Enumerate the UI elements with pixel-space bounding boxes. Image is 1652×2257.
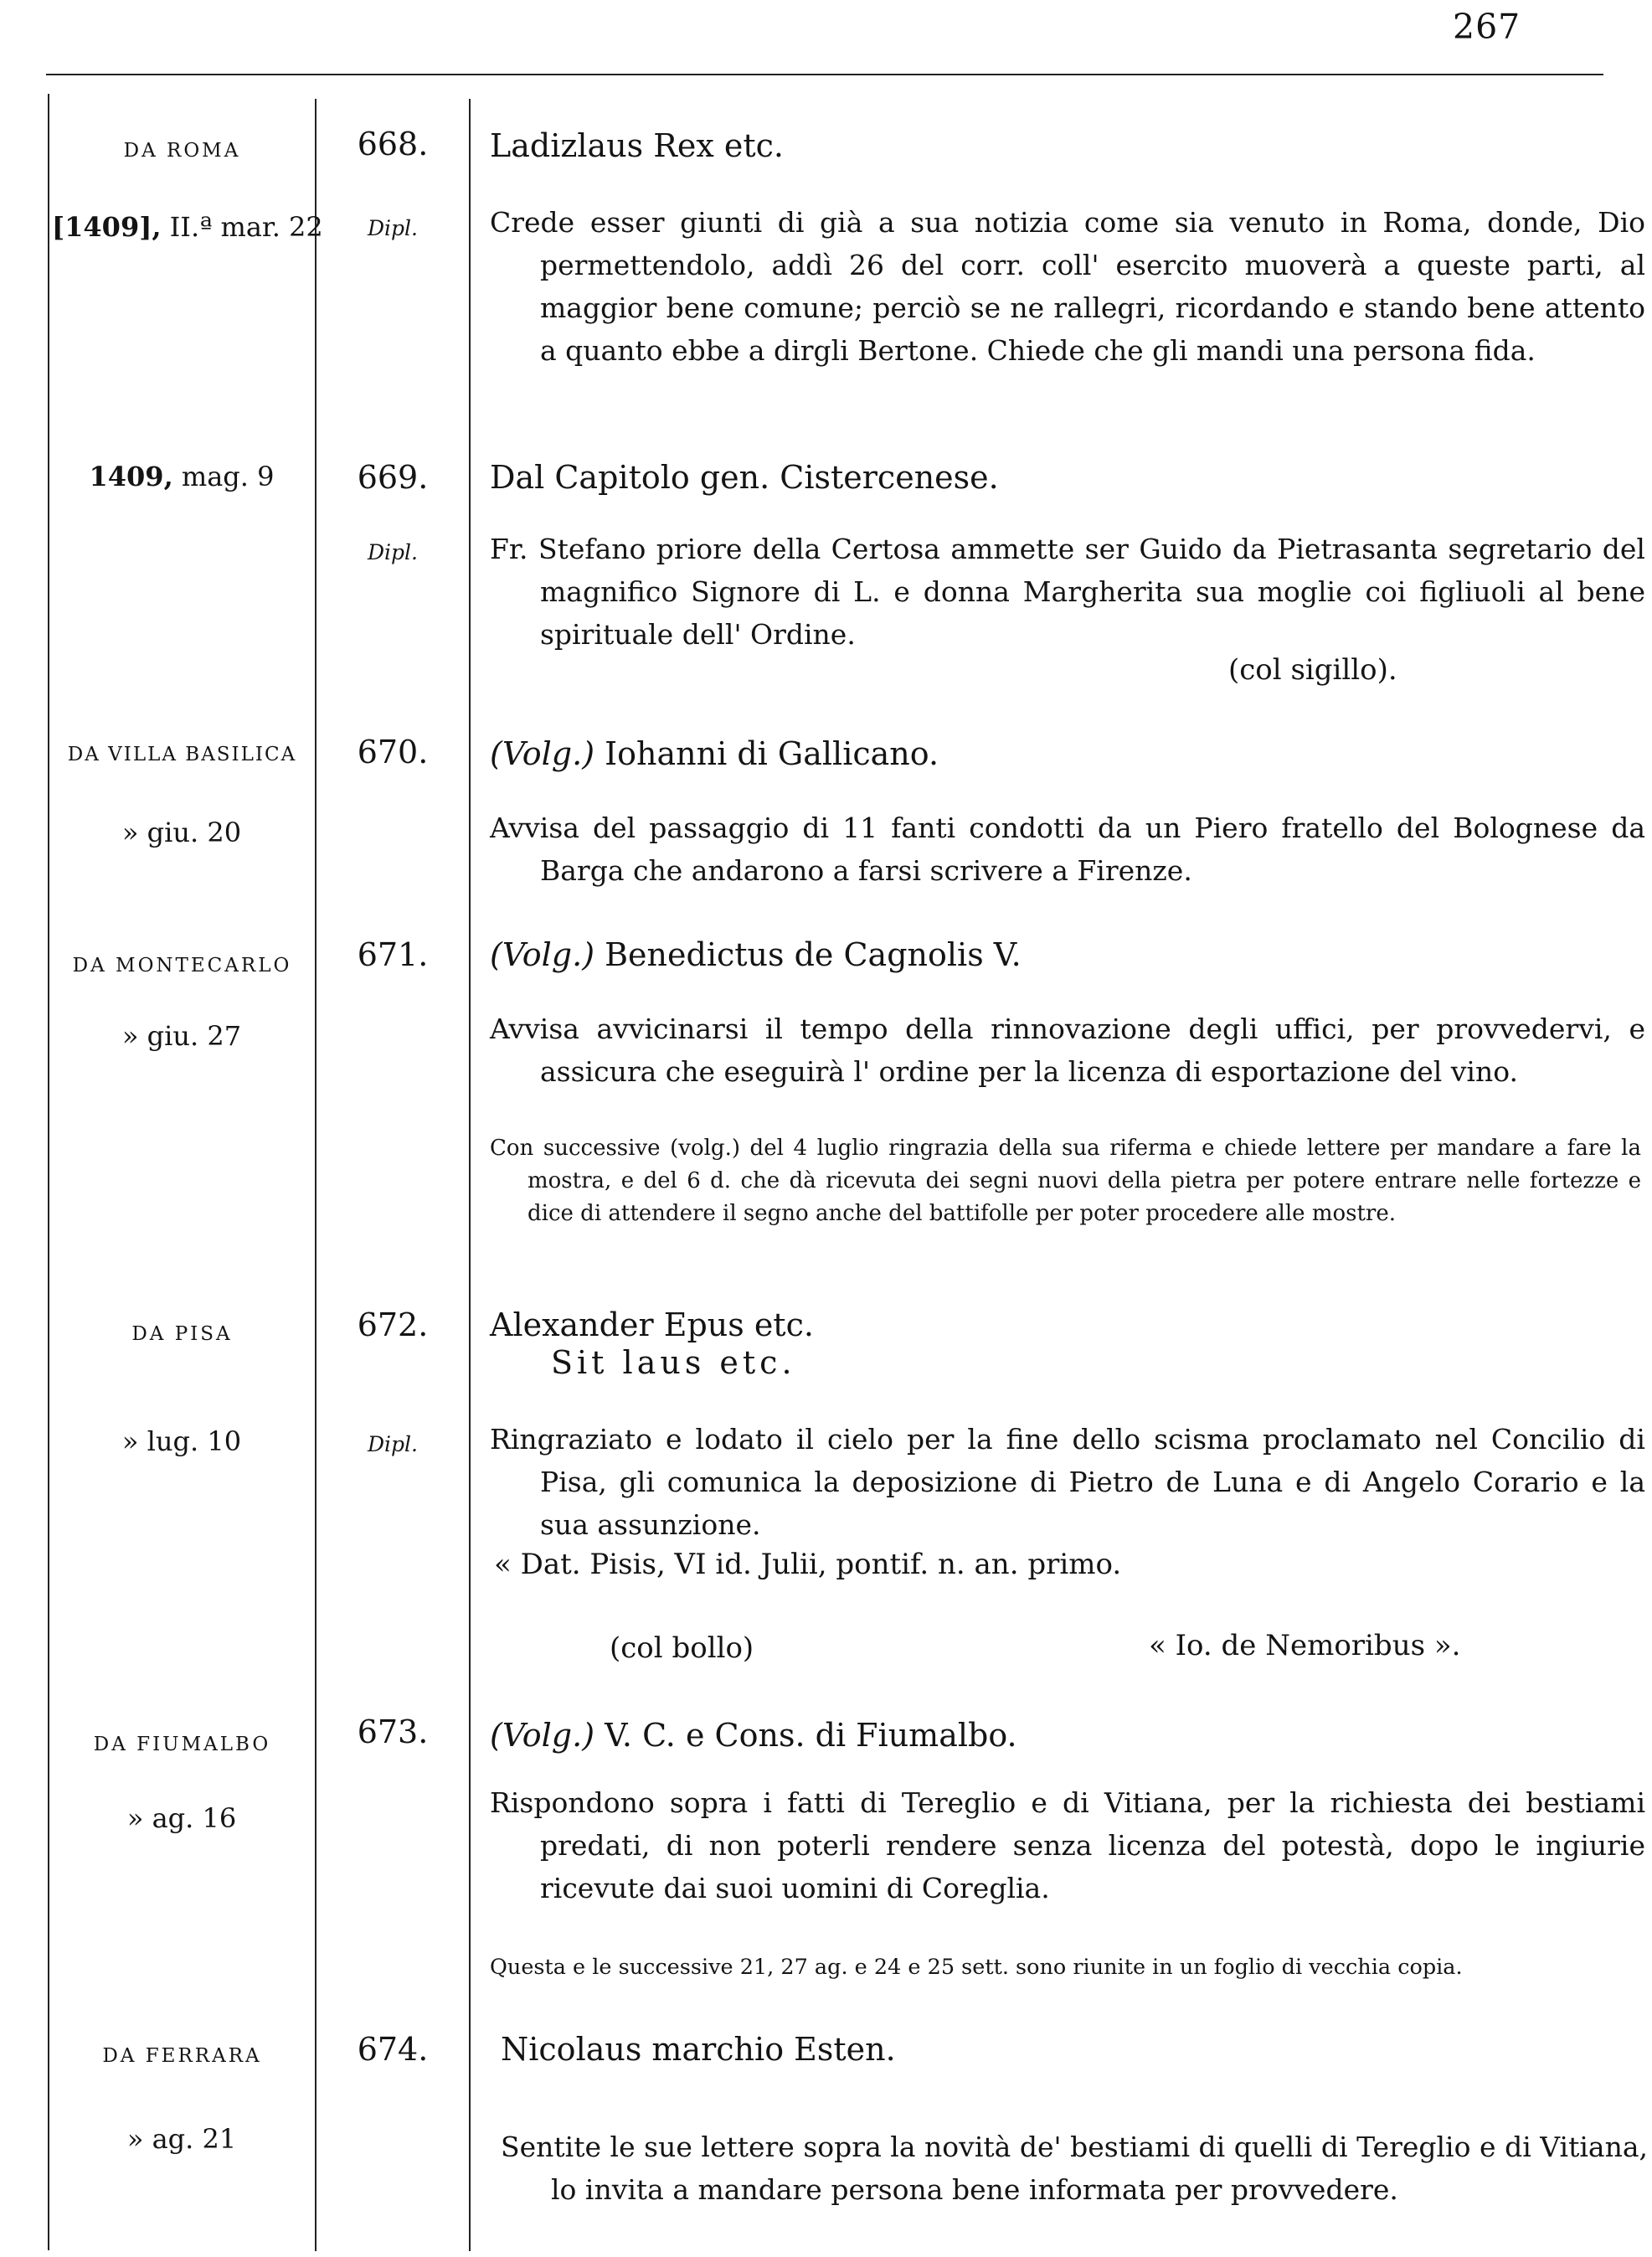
entry-number: 669.	[357, 459, 429, 496]
entry-sender: Nicolaus marchio Esten.	[501, 2031, 896, 2068]
entry-dating-clause: « Dat. Pisis, VI id. Julii, pontif. n. an. primo.	[494, 1548, 1122, 1581]
entry-type: Dipl.	[368, 1432, 418, 1456]
entry-sender: Dal Capitolo gen. Cistercenese.	[490, 459, 999, 496]
entry-text: Avvisa avvicinarsi il tempo della rinnovazione degli uffici, per provvedervi, e assicura che eseguirà l' ordine per la licenza di esportazione del vino.	[490, 1013, 1645, 1088]
column-rule-left	[48, 94, 49, 2250]
entry-sender-name: Iohanni di Gallicano.	[594, 735, 939, 772]
entry-place: DA MONTECARLO	[72, 955, 292, 976]
entry-sender	[490, 936, 1603, 973]
entry-number: 672.	[357, 1306, 429, 1343]
entry-place: DA FERRARA	[102, 2045, 262, 2067]
entry-text: Crede esser giunti di già a sua notizia come sia venuto in Roma, donde, Dio permettendolo, addì 26 del corr. coll' esercito muoverà a queste parti, al maggior bene comune; perciò se ne rallegri, ricordando e stando bene attento a quanto ebbe a dirgli Bertone. Chiede che gli mandi una persona fida.	[490, 206, 1645, 367]
entry-type: Dipl.	[368, 540, 418, 564]
entry-text: Rispondono sopra i fatti di Tereglio e di Vitiana, per la richiesta dei bestiami predati, di non poterli rendere senza licenza del potestà, dopo le ingiurie ricevute dai suoi uomini di Coreglia.	[490, 1786, 1645, 1904]
entry-date-day: II.ª mar. 22	[161, 211, 323, 243]
entry-place: DA PISA	[131, 1323, 233, 1345]
entry-text: Avvisa del passaggio di 11 fanti condotti da un Piero fratello del Bolognese da Barga che andarono a farsi scrivere a Firenze.	[490, 812, 1645, 887]
entry-note-seal: (col bollo)	[610, 1631, 754, 1665]
entry-date-year: [1409],	[52, 211, 162, 243]
entry-sender: Alexander Epus etc.	[490, 1306, 814, 1343]
top-rule	[46, 74, 1603, 75]
entry-date: » ag. 16	[126, 1802, 237, 1834]
entry-date: » giu. 20	[121, 817, 242, 848]
entry-sender-name: Benedictus de Cagnolis V.	[594, 936, 1022, 973]
entry-number: 671.	[357, 936, 429, 973]
entry-type: Dipl.	[368, 216, 418, 240]
page-number: 267	[1453, 7, 1521, 47]
column-rule-date	[315, 99, 317, 2251]
entry-number: 668.	[357, 126, 429, 162]
entry-date-year: 1409,	[89, 461, 173, 492]
entry-date-day: mag. 9	[172, 461, 275, 492]
entry-place: DA FIUMALBO	[93, 1734, 271, 1755]
entry-sender	[490, 735, 1603, 772]
entry-text: Sentite le sue lettere sopra la novità de' bestiami di quelli di Tereglio e di Vitiana, lo invita a mandare persona bene informata per provvedere.	[501, 2131, 1648, 2206]
entry-sender-motto: Sit laus etc.	[551, 1344, 796, 1381]
entry-date: » giu. 27	[121, 1020, 242, 1052]
entry-sender-name: V. C. e Cons. di Fiumalbo.	[594, 1717, 1017, 1754]
entry-sender	[490, 1717, 1603, 1754]
entry-note: Con successive (volg.) del 4 luglio ringrazia della sua riferma e chiede lettere per mandare a fare la mostra, e del 6 d. che dà ricevuta dei segni nuovi della pietra per potere entrare nelle fortezze e dice di attendere il segno anche del battifolle per poter procedere alle mostre.	[490, 1136, 1641, 1226]
entry-date: » ag. 21	[126, 2123, 237, 2155]
entry-sender: Ladizlaus Rex etc.	[490, 127, 784, 164]
entry-date	[52, 211, 323, 243]
entry-text: Fr. Stefano priore della Certosa ammette ser Guido da Pietrasanta segretario del magnifico Signore di L. e donna Margherita sua moglie coi figliuoli al bene spirituale dell' Ordine.	[490, 533, 1645, 651]
entry-sender-prefix: (Volg.)	[490, 1717, 595, 1754]
entry-date: » lug. 10	[121, 1425, 242, 1457]
entry-text: Ringraziato e lodato il cielo per la fine dello scisma proclamato nel Concilio di Pisa, gli comunica la deposizione di Pietro de Luna e di Angelo Corario e la sua assunzione.	[490, 1423, 1645, 1541]
entry-sender-prefix: (Volg.)	[490, 936, 595, 973]
entry-number: 670.	[357, 734, 429, 770]
entry-date	[52, 461, 311, 492]
entry-number: 674.	[357, 2031, 429, 2068]
column-rule-number	[469, 99, 471, 2251]
entry-number: 673.	[357, 1713, 429, 1750]
entry-note-seal: (col sigillo).	[1228, 653, 1397, 687]
entry-place: DA ROMA	[123, 140, 241, 162]
entry-place: DA VILLA BASILICA	[67, 744, 297, 765]
entry-note: Questa e le successive 21, 27 ag. e 24 e 25 sett. sono riunite in un foglio di vecchia copia.	[490, 1955, 1463, 1980]
entry-note-signature: « Io. de Nemoribus ».	[1149, 1629, 1461, 1662]
entry-sender-prefix: (Volg.)	[490, 735, 595, 772]
